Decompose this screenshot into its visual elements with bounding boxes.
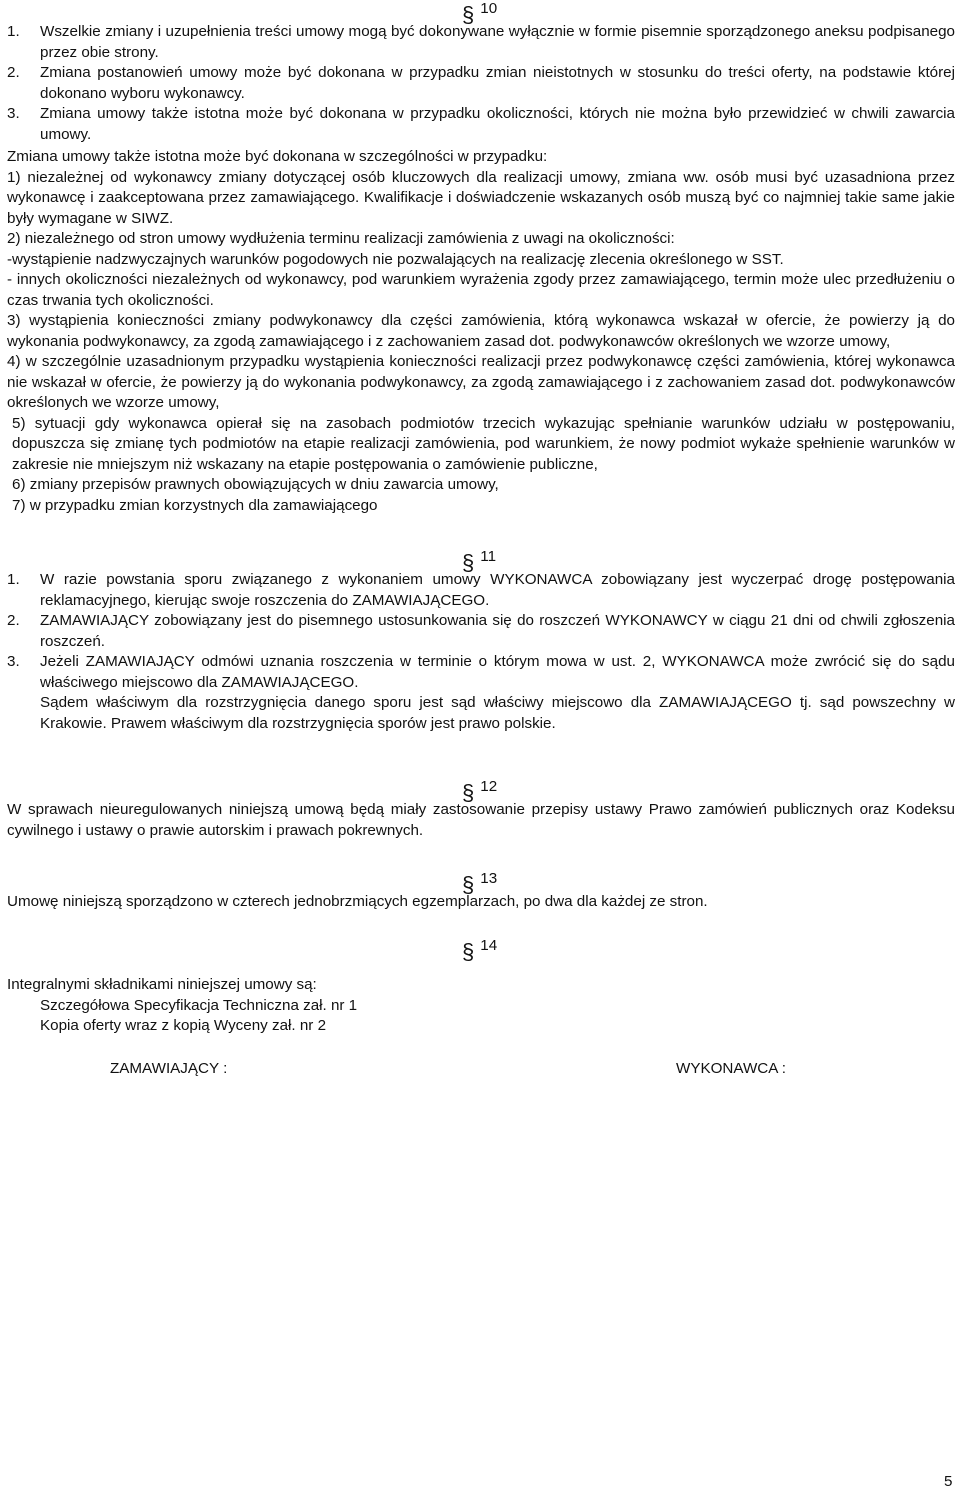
item-text: Zmiana postanowień umowy może być dokonana w przypadku zmian nieistotnych w stosunku do treści oferty, na podstawie której dokonano wyboru wykonawcy. <box>40 64 955 102</box>
item-number: 2. <box>7 64 20 81</box>
s10-case-5: 5) sytuacji gdy wykonawca opierał się na zasobach podmiotów trzecich wykazując spełnianie warunków udziału w postępowaniu, dopuszcza się zmianę tych podmiotów na etapie realizacji zamówienia, pod warunkiem, że nowy podmiot wykaże spełnienie warunków w zakresie nie mniejszym niż wskazany na etapie postępowania o zamówienie publiczne, <box>12 414 955 473</box>
section-number: 14 <box>480 937 498 954</box>
s12-text: W sprawach nieuregulowanych niniejszą umową będą miały zastosowanie przepisy ustawy Prawo zamówień publicznych oraz Kodeksu cywilnego i ustawy o prawie autorskim i prawach pokrewnych. <box>7 801 955 839</box>
s14-attachment-2: Kopia oferty wraz z kopią Wyceny zał. nr 2 <box>40 1017 327 1034</box>
section-number: 13 <box>480 870 498 887</box>
item-number: 3. <box>7 653 20 670</box>
item-text: Wszelkie zmiany i uzupełnienia treści umowy mogą być dokonywane wyłącznie w formie pisemnie sporządzonego aneksu podpisanego przez obie strony. <box>40 23 955 61</box>
section-11-heading <box>462 548 955 575</box>
section-10-heading <box>462 0 955 27</box>
item-number: 3. <box>7 105 20 122</box>
s14-attachment-1: Szczegółowa Specyfikacja Techniczna zał. nr 1 <box>40 996 358 1014</box>
section-14-heading <box>462 937 955 964</box>
item-number: 1. <box>7 571 20 588</box>
s10-case-1: 1) niezależnej od wykonawcy zmiany dotyczącej osób kluczowych dla realizacji umowy, zmiana ww. osób musi być uzasadniona przez wykonawcę i zaakceptowana przez zamawiającego. Kwalifikacje i doświadczenie wskazanych osób muszą być co najmniej takie same jakie były wymagane w SIWZ. <box>7 168 955 227</box>
s10-item-3 <box>7 104 955 145</box>
s10-case-3: 3) wystąpienia konieczności zmiany podwykonawcy dla części zamówienia, którą wykonawca wskazał w ofercie, że powierzy ją do wykonania podwykonawcy, za zgodą zamawiającego i z zachowaniem zasad dot. podwykonawców określonych we wzorze umowy, <box>7 312 955 350</box>
s11-item-3-continuation: Sądem właściwym dla rozstrzygnięcia danego sporu jest sąd właściwy miejscowo dla ZAMAWIAJĄCEGO tj. sąd powszechny w Krakowie. Prawem właściwym dla rozstrzygnięcia sporów jest prawo polskie. <box>40 694 955 732</box>
s10-item-3-continuation: Zmiana umowy także istotna może być dokonana w szczególności w przypadku: <box>7 148 548 165</box>
s11-item-1 <box>7 570 955 611</box>
section-number: 10 <box>480 0 498 17</box>
section-13-heading <box>462 870 955 897</box>
s11-item-2 <box>7 611 955 652</box>
s10-item-1 <box>7 22 955 63</box>
section-symbol: § <box>462 780 475 805</box>
s10-case-2a: -wystąpienie nadzwyczajnych warunków pogodowych nie pozwalających na realizację zlecenia określonego w SST. <box>7 250 784 268</box>
section-symbol: § <box>462 939 475 964</box>
section-symbol: § <box>462 550 475 575</box>
s10-case-4: 4) w szczególnie uzasadnionym przypadku wystąpienia konieczności realizacji przez podwykonawcę części zamówienia, której wykonawca nie wskazał w ofercie, że powierzy ją do wykonania podwykonawcy, za zgodą zamawiającego i z zachowaniem zasad dot. podwykonawców określonych we wzorze umowy, <box>7 353 955 411</box>
item-number: 2. <box>7 612 20 629</box>
s11-item-3 <box>7 652 955 693</box>
s10-case-6: 6) zmiany przepisów prawnych obowiązujących w dniu zawarcia umowy, <box>12 476 499 493</box>
section-number: 11 <box>480 548 497 565</box>
item-number: 1. <box>7 23 20 40</box>
s10-case-2b: - innych okoliczności niezależnych od wykonawcy, pod warunkiem wyrażenia zgody przez zamawiającego, termin może ulec przedłużeniu o czas trwania tych okoliczności. <box>7 271 955 309</box>
section-symbol: § <box>462 872 475 897</box>
section-11 <box>7 548 955 734</box>
section-14 <box>7 937 955 1037</box>
item-text: ZAMAWIAJĄCY zobowiązany jest do pisemnego ustosunkowania się do roszczeń WYKONAWCY w ciągu 21 dni od chwili zgłoszenia roszczeń. <box>40 612 955 650</box>
item-text: W razie powstania sporu związanego z wykonaniem umowy WYKONAWCA zobowiązany jest wyczerpać drogę postępowania reklamacyjnego, kierując swoje roszczenia do ZAMAWIAJĄCEGO. <box>40 571 955 609</box>
s13-text: Umowę niniejszą sporządzono w czterech jednobrzmiących egzemplarzach, po dwa dla każdej ze stron. <box>7 893 708 910</box>
item-text: Jeżeli ZAMAWIAJĄCY odmówi uznania roszczenia w terminie o którym mowa w ust. 2, WYKONAWCA może zwrócić się do sądu właściwego miejscowo dla ZAMAWIAJĄCEGO. <box>40 653 955 691</box>
s10-case-7: 7) w przypadku zmian korzystnych dla zamawiającego <box>12 496 378 514</box>
signature-zamawiajacy: ZAMAWIAJĄCY : <box>110 1060 228 1077</box>
section-10 <box>7 0 955 516</box>
page-number: 5 <box>944 1473 953 1490</box>
s10-case-2: 2) niezależnego od stron umowy wydłużenia terminu realizacji zamówienia z uwagi na okoliczności: <box>7 230 675 247</box>
s14-intro: Integralnymi składnikami niniejszej umowy są: <box>7 976 317 993</box>
signature-wykonawca: WYKONAWCA : <box>676 1060 786 1077</box>
section-12 <box>7 778 955 841</box>
section-number: 12 <box>480 778 498 795</box>
section-symbol: § <box>462 2 475 27</box>
item-text: Zmiana umowy także istotna może być dokonana w przypadku okoliczności, których nie można było przewidzieć w chwili zawarcia umowy. <box>40 105 955 143</box>
section-12-heading <box>462 778 955 805</box>
section-13 <box>7 870 955 913</box>
s10-item-2 <box>7 63 955 104</box>
